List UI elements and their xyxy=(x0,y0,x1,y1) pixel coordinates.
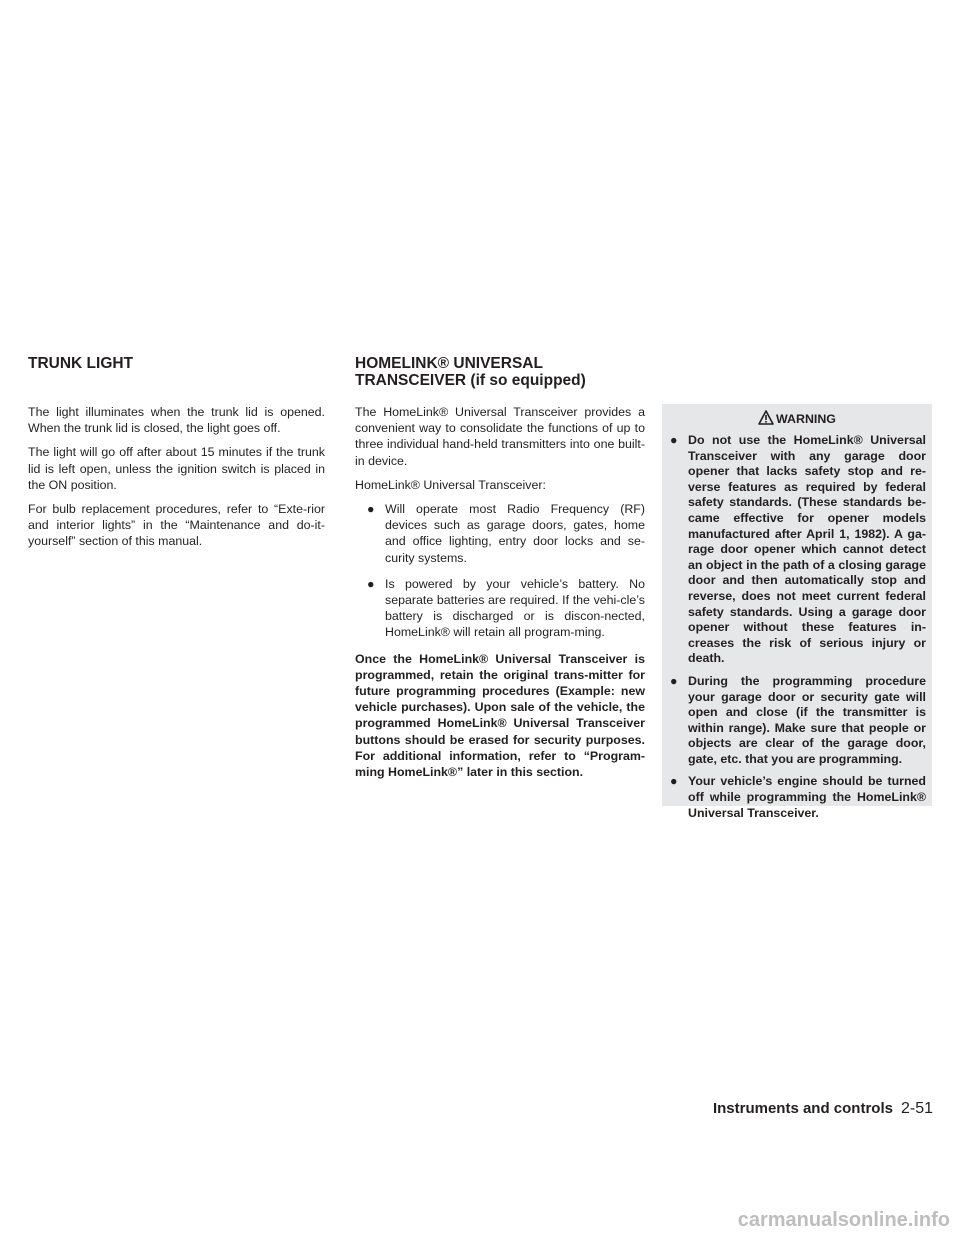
warning-triangle-icon xyxy=(758,410,774,425)
bullet-icon: ● xyxy=(670,774,678,789)
page-footer xyxy=(713,1100,933,1118)
list-item xyxy=(355,501,645,566)
trunk-paragraph-3: For bulb replacement procedures, refer to “Exte-rior and interior lights” in the “Maintenance and do-it-yourself” section of this manual. xyxy=(28,502,325,549)
bullet-icon: ● xyxy=(670,433,678,447)
watermark: carmanualsonline.info xyxy=(737,1209,950,1231)
warning-item-1: Do not use the HomeLink® Universal Transceiver with any garage door opener that lacks safety stop and re-verse features as required by federal safety standards. (These standards be-came effective for opener models manufactured after April 1, 1982). A ga-rage door opener which cannot detect an object in the path of a closing garage door and then automatically stop and reverse, does not meet current federal safety standards. Using a garage door opener without these features in-creases the risk of serious injury or death. xyxy=(688,433,926,666)
list-item xyxy=(355,576,645,641)
trunk-light-heading: TRUNK LIGHT xyxy=(28,355,134,372)
page-number: 2-51 xyxy=(900,1100,933,1117)
trunk-light-column xyxy=(28,404,325,558)
list-item xyxy=(668,433,926,667)
warning-item-3: Your vehicle’s engine should be turned off while programming the HomeLink® Universal Transceiver. xyxy=(688,774,926,820)
bullet-icon: ● xyxy=(670,673,678,688)
warning-list xyxy=(662,433,932,821)
bullet-icon: ● xyxy=(367,576,375,591)
homelink-heading-line-1: HOMELINK® UNIVERSAL xyxy=(355,355,543,372)
warning-header xyxy=(662,404,932,427)
warning-box xyxy=(662,404,932,820)
footer-section-name: Instruments and controls xyxy=(712,1100,893,1117)
warning-item-2: During the programming procedure your garage door or security gate will open and close (if the transmitter is within range). Make sure that people or objects are clear of the garage door, gate, etc. that you are programming. xyxy=(688,673,926,766)
list-item xyxy=(668,774,926,821)
homelink-column xyxy=(355,404,645,788)
homelink-feature-list xyxy=(355,501,645,641)
homelink-heading xyxy=(355,355,586,389)
homelink-feature-2: Is powered by your vehicle’s battery. No separate batteries are required. If the vehi-cle’s battery is discharged or is discon-nected, HomeLink® will retain all program-ming. xyxy=(385,576,645,640)
homelink-list-label: HomeLink® Universal Transceiver: xyxy=(355,477,546,492)
trunk-paragraph-1: The light illuminates when the trunk lid is opened. When the trunk lid is closed, the light goes off. xyxy=(28,405,325,436)
homelink-programming-note: Once the HomeLink® Universal Transceiver is programmed, retain the original trans-mitter for future programming procedures (Example: new vehicle purchases). Upon sale of the vehicle, the programmed HomeLink® Universal Transceiver buttons should be erased for security purposes. For additional information, refer to “Program-ming HomeLink®” later in this section. xyxy=(355,651,645,780)
homelink-intro: The HomeLink® Universal Transceiver provides a convenient way to consolidate the functions of up to three individual hand-held transmitters into one built-in device. xyxy=(355,405,645,468)
warning-title: WARNING xyxy=(776,412,836,426)
homelink-feature-1: Will operate most Radio Frequency (RF) devices such as garage doors, gates, home and office lighting, entry door locks and se-curity systems. xyxy=(385,502,645,565)
bullet-icon: ● xyxy=(367,502,375,517)
homelink-heading-line-2: TRANSCEIVER (if so equipped) xyxy=(355,372,586,389)
list-item xyxy=(668,674,926,768)
trunk-paragraph-2: The light will go off after about 15 minutes if the trunk lid is left open, unless the ignition switch is placed in the ON position. xyxy=(28,445,325,492)
